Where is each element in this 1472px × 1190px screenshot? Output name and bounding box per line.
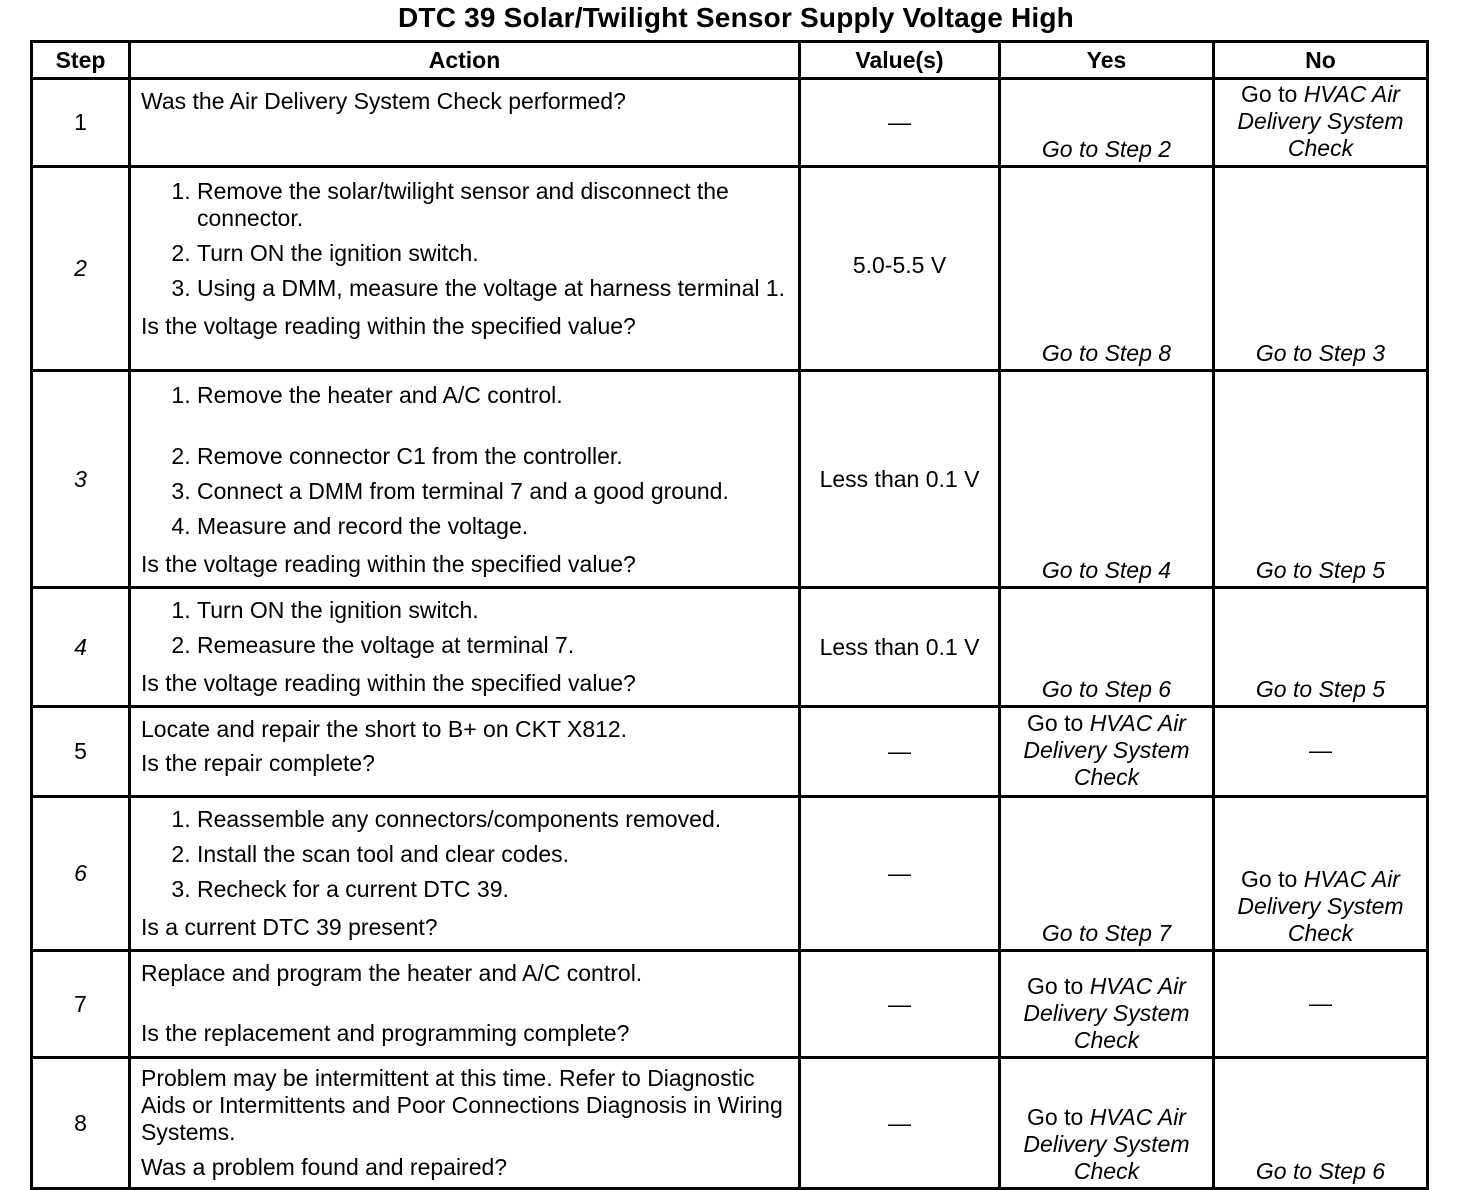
header-action: Action (130, 42, 800, 79)
action-step: 1. Remove the solar/twilight sensor and disconnect the connector. (197, 178, 788, 232)
yes-link: Go to Step 8 (1041, 340, 1172, 366)
yes-cell (1000, 167, 1214, 371)
step-number: 7 (32, 951, 130, 1058)
yes-link: Go to Step 7 (1041, 920, 1172, 946)
action-cell (130, 797, 800, 951)
no-cell (1214, 167, 1428, 371)
action-step: 2. Remove connector C1 from the controller. (197, 443, 788, 470)
yes-cell (1000, 371, 1214, 588)
header-no: No (1214, 42, 1428, 79)
action-step: 3. Using a DMM, measure the voltage at harness terminal 1. (197, 275, 788, 302)
step-number: 1 (32, 79, 130, 167)
action-step: 1. Remove the heater and A/C control. (197, 382, 788, 409)
action-text: Problem may be intermittent at this time. Refer to Diagnostic Aids or Intermittents and Poor Connections Diagnosis in Wiring Systems. (141, 1065, 783, 1145)
yes-cell (1000, 588, 1214, 707)
value-cell: Less than 0.1 V (800, 588, 1000, 707)
action-cell (130, 1058, 800, 1189)
action-question: Is the replacement and programming complete? (141, 1020, 630, 1046)
action-cell (130, 167, 800, 371)
no-link: Go to Step 5 (1255, 676, 1386, 702)
value-text: 5.0-5.5 V (852, 252, 947, 278)
yes-link: Go to Step 6 (1041, 676, 1172, 702)
action-text: Locate and repair the short to B+ on CKT X812. (141, 716, 628, 742)
no-link: HVAC Air Delivery System Check (1237, 866, 1404, 946)
table-row (32, 167, 1428, 371)
value-cell: — (800, 707, 1000, 797)
yes-cell (1000, 707, 1214, 797)
action-step: 2. Turn ON the ignition switch. (197, 240, 788, 267)
action-question: Is the voltage reading within the specified value? (141, 313, 636, 339)
page-title: DTC 39 Solar/Twilight Sensor Supply Voltage High (398, 2, 1074, 33)
value-cell: — (800, 951, 1000, 1058)
table-row (32, 1058, 1428, 1189)
action-question: Is the repair complete? (141, 750, 375, 776)
value-cell: — (800, 79, 1000, 167)
step-number: 3 (32, 371, 130, 588)
yes-cell (1000, 797, 1214, 951)
header-values: Value(s) (800, 42, 1000, 79)
table-row (32, 588, 1428, 707)
step-number: 8 (32, 1058, 130, 1189)
action-question: Is the voltage reading within the specified value? (141, 551, 636, 577)
action-step: 3. Connect a DMM from terminal 7 and a good ground. (197, 478, 788, 505)
no-prefix: Go to (1241, 81, 1304, 107)
no-link: Go to Step 6 (1255, 1158, 1386, 1184)
action-cell (130, 371, 800, 588)
action-cell (130, 951, 800, 1058)
step-number: 6 (32, 797, 130, 951)
yes-prefix: Go to (1027, 973, 1090, 999)
table-row (32, 797, 1428, 951)
no-cell: — (1214, 951, 1428, 1058)
yes-link: HVAC Air Delivery System Check (1023, 710, 1190, 790)
yes-link: HVAC Air Delivery System Check (1023, 1104, 1190, 1184)
no-link: Go to Step 5 (1255, 557, 1386, 583)
action-step: 3. Recheck for a current DTC 39. (197, 876, 788, 903)
no-cell (1214, 797, 1428, 951)
value-cell: — (800, 1058, 1000, 1189)
no-link: Go to Step 3 (1255, 340, 1386, 366)
action-steps (141, 178, 788, 302)
action-step: 1. Reassemble any connectors/components removed. (197, 806, 788, 833)
action-question: Is a current DTC 39 present? (141, 914, 438, 940)
table-row (32, 79, 1428, 167)
action-steps (141, 597, 788, 659)
table-row (32, 707, 1428, 797)
diagnostic-table (30, 40, 1429, 1190)
yes-prefix: Go to (1027, 1104, 1090, 1130)
action-text: Replace and program the heater and A/C control. (141, 960, 643, 986)
header-step: Step (32, 42, 130, 79)
yes-link: Go to Step 2 (1041, 136, 1172, 162)
action-step: 2. Install the scan tool and clear codes. (197, 841, 788, 868)
no-cell (1214, 588, 1428, 707)
action-step: 1. Turn ON the ignition switch. (197, 597, 788, 624)
no-cell (1214, 1058, 1428, 1189)
yes-cell (1000, 1058, 1214, 1189)
table-row (32, 371, 1428, 588)
action-steps (141, 806, 788, 903)
step-number: 2 (32, 167, 130, 371)
action-step: 2. Remeasure the voltage at terminal 7. (197, 632, 788, 659)
no-cell (1214, 371, 1428, 588)
table-row (32, 951, 1428, 1058)
no-cell: — (1214, 707, 1428, 797)
yes-link: Go to Step 4 (1041, 557, 1172, 583)
action-question: Was a problem found and repaired? (141, 1154, 508, 1180)
value-cell (800, 167, 1000, 371)
header-yes: Yes (1000, 42, 1214, 79)
action-steps (141, 382, 788, 540)
no-link: HVAC Air Delivery System Check (1237, 81, 1404, 161)
action-cell (130, 588, 800, 707)
no-prefix: Go to (1241, 866, 1304, 892)
value-cell: — (800, 797, 1000, 951)
no-cell (1214, 79, 1428, 167)
yes-prefix: Go to (1027, 710, 1090, 736)
yes-cell (1000, 951, 1214, 1058)
action-cell (130, 79, 800, 167)
action-question: Is the voltage reading within the specified value? (141, 670, 636, 696)
yes-cell (1000, 79, 1214, 167)
value-cell: Less than 0.1 V (800, 371, 1000, 588)
step-number: 4 (32, 588, 130, 707)
action-cell (130, 707, 800, 797)
action-step: 4. Measure and record the voltage. (197, 513, 788, 540)
yes-link: HVAC Air Delivery System Check (1023, 973, 1190, 1053)
step-number: 5 (32, 707, 130, 797)
header-row (32, 42, 1428, 79)
action-text: Was the Air Delivery System Check performed? (141, 88, 626, 114)
